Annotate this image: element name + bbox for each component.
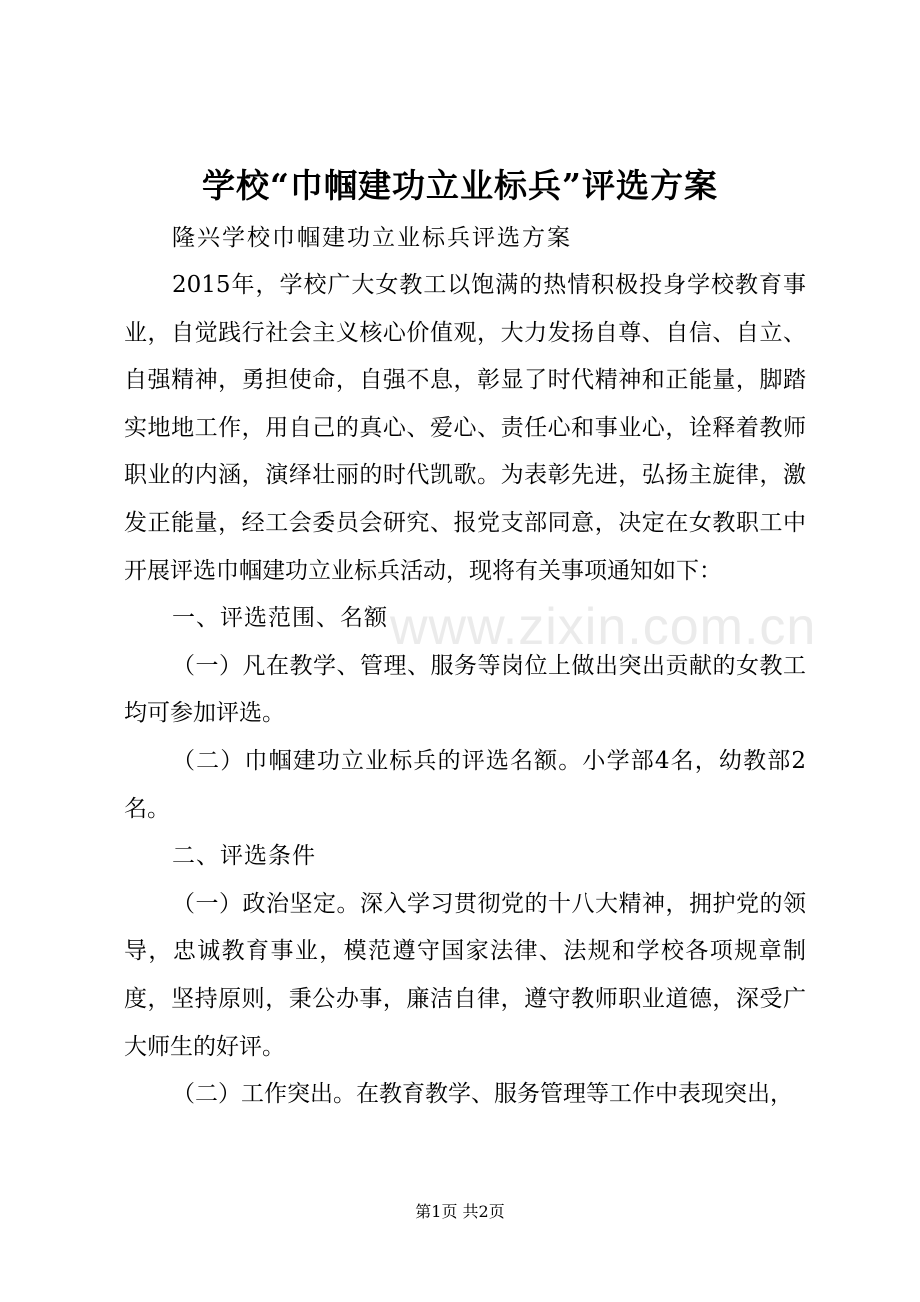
section-heading-conditions: 二、评选条件 — [172, 843, 316, 870]
document-title: 学校“巾帼建功立业标兵”评选方案 — [202, 166, 718, 205]
paragraph-intro: 2015年，学校广大女教工以饱满的热情积极投身学校教育事业，自觉践行社会主义核心价值观，大力发扬自尊、自信、自立、自强精神，勇担使命，自强不息，彰显了时代精神和正能量，脚踏实地地工作，用自己的真心、爱心、责任心和事业心，诠释着教师职业的内涵，演绎壮丽的时代凯歌。为表彰先进，弘扬主旋律，激发正能量，经工会委员会研究、报党支部同意，决定在女教职工中开展评选巾帼建功立业标兵活动，现将有关事项通知如下： — [124, 272, 806, 584]
paragraph-scope-2: （二）巾帼建功立业标兵的评选名额。小学部4名，幼教部2名。 — [124, 747, 806, 822]
paragraph-scope-1: （一）凡在教学、管理、服务等岗位上做出突出贡献的女教工均可参加评选。 — [124, 652, 806, 727]
paragraph-condition-1: （一）政治坚定。深入学习贯彻党的十八大精神，拥护党的领导，忠诚教育事业，模范遵守国家法律、法规和学校各项规章制度，坚持原则，秉公办事，廉洁自律，遵守教师职业道德，深受广大师生的好评。 — [124, 890, 806, 1060]
section-heading-scope: 一、评选范围、名额 — [172, 605, 388, 632]
page-number-footer: 第1页 共2页 — [415, 1202, 505, 1221]
document-body — [124, 262, 806, 1119]
paragraph-condition-2: （二）工作突出。在教育教学、服务管理等工作中表现突出， — [172, 1081, 793, 1108]
watermark: www.zixin.com.cn — [390, 598, 817, 656]
document-subtitle: 隆兴学校巾帼建功立业标兵评选方案 — [172, 225, 572, 251]
